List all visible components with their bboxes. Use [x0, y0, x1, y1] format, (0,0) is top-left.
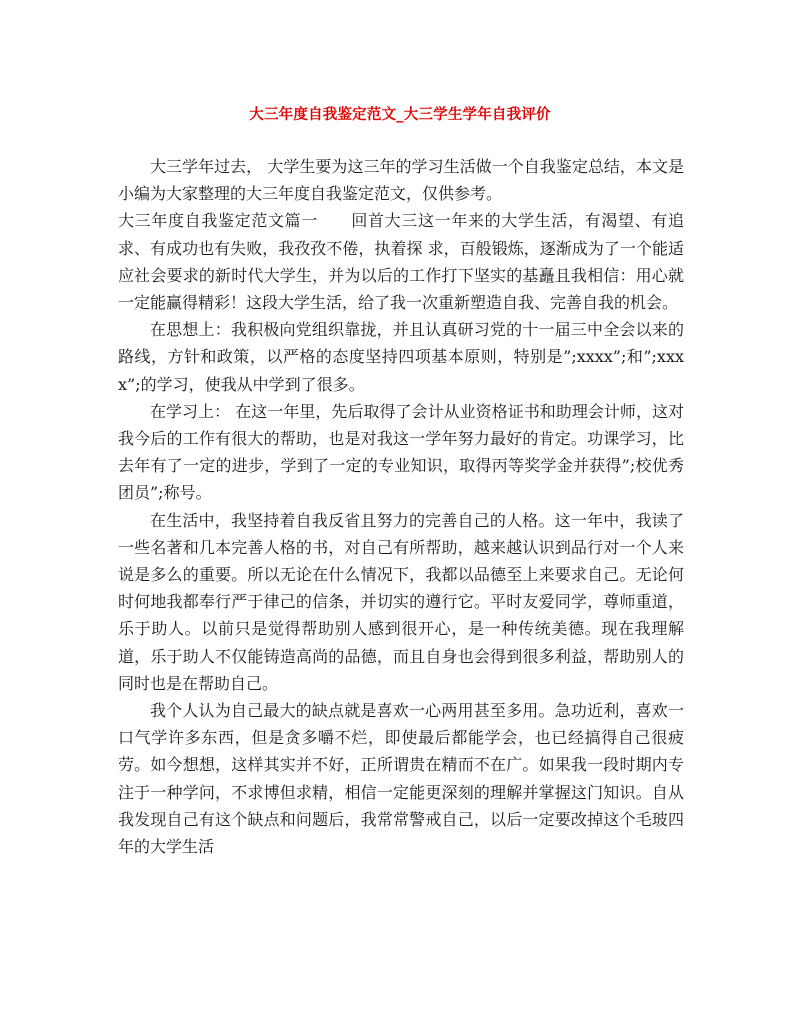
paragraph-study: 在学习上： 在这一年里，先后取得了会计从业资格证书和助理会计师，这对我今后的工作有很大的帮助，也是对我这一学年努力最好的肯定。功课学习，比去年有了一定的进步，学到了一定的专业知识，取得丙等奖学金并获得”;校优秀团员”;称号。: [118, 401, 684, 503]
paragraph-intro: 大三学年过去， 大学生要为这三年的学习生活做一个自我鉴定总结，本文是小编为大家整理的大三年度自我鉴定范文，仅供参考。: [118, 157, 684, 204]
paragraph-shortcomings: 我个人认为自己最大的缺点就是喜欢一心两用甚至多用。急功近利，喜欢一口气学许多东西，但是贪多嚼不烂，即使最后都能学会，也已经搞得自己很疲劳。如今想想，这样其实并不好，正所谓贵在精而不在广。如果我一段时期内专注于一种学问，不求博但求精，相信一定能更深刻的理解并掌握这门知识。自从我发现自己有这个缺点和问题后，我常常警戒自己，以后一定要改掉这个毛玻四年的大学生活: [118, 701, 684, 857]
document-title: 大三年度自我鉴定范文_大三学生学年自我评价: [249, 106, 551, 123]
paragraph-essay-one-opening: 大三年度自我鉴定范文篇一 回首大三这一年来的大学生活，有渴望、有追求、有成功也有失败，我孜孜不倦，执着探 求，百般锻炼，逐渐成为了一个能适应社会要求的新时代大学生，并为以后的工作打下坚实的基矗且我相信：用心就一定能赢得精彩！这段大学生活，给了我一次重新塑造自我、完善自我的机会。: [118, 211, 684, 313]
document-body: [118, 153, 684, 860]
paragraph-ideology: 在思想上：我积极向党组织靠拢，并且认真研习党的十一届三中全会以来的路线，方针和政策，以严格的态度坚持四项基本原则，特别是”;xxxx”;和”;xxxx”;的学习，使我从中学到了很多。: [118, 320, 684, 394]
paragraph-life: 在生活中，我坚持着自我反省且努力的完善自己的人格。这一年中，我读了一些名著和几本完善人格的书，对自己有所帮助，越来越认识到品行对一个人来说是多么的重要。所以无论在什么情况下，我都以品德至上来要求自己。无论何时何地我都奉行严于律己的信条，并切实的遵行它。平时友爱同学，尊师重道，乐于助人。以前只是觉得帮助别人感到很开心，是一种传统美德。现在我理解道，乐于助人不仅能铸造高尚的品德，而且自身也会得到很多利益，帮助别人的同时也是在帮助自己。: [118, 510, 684, 693]
